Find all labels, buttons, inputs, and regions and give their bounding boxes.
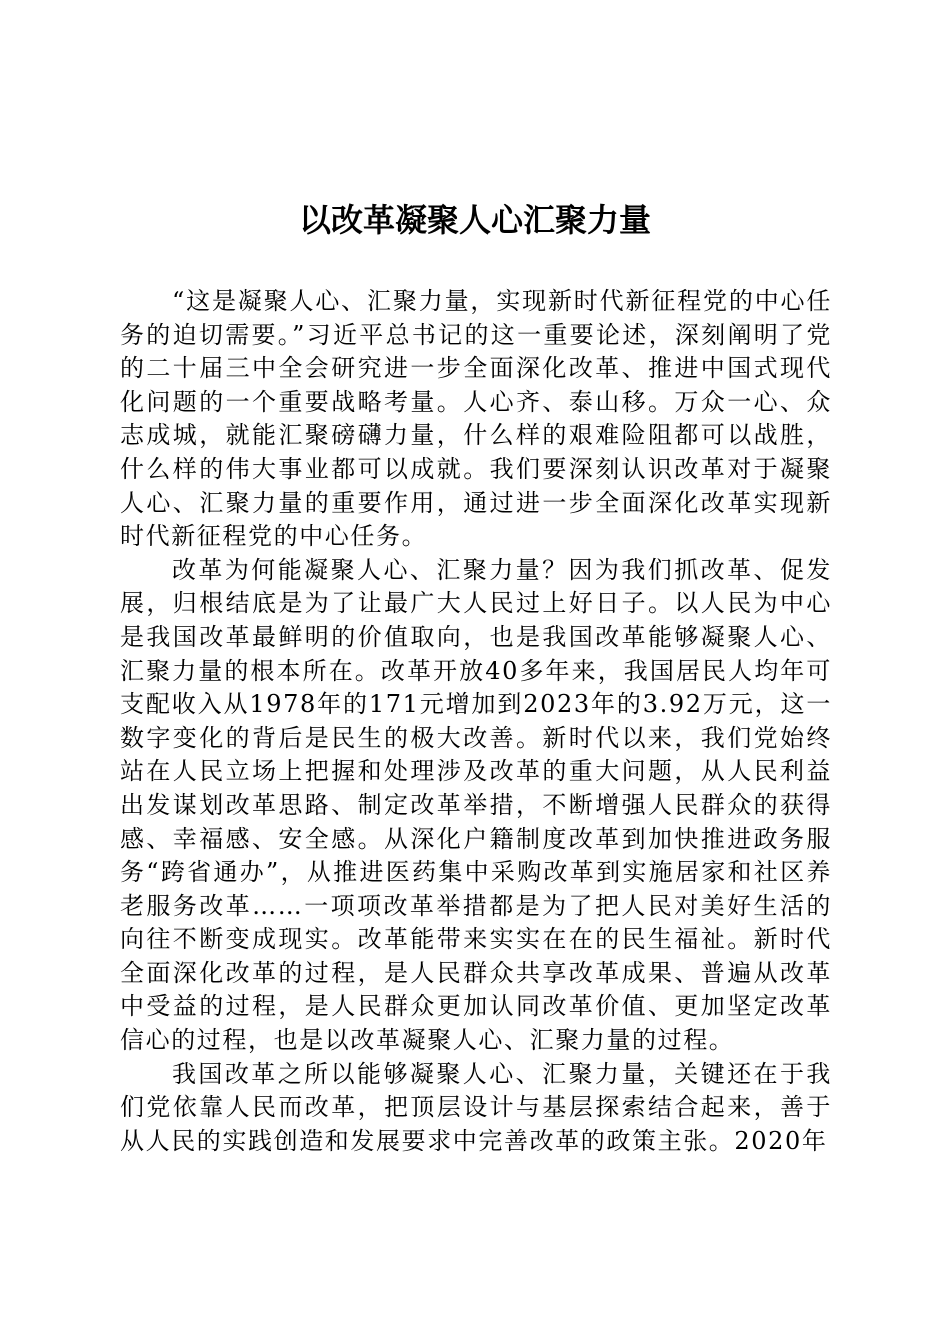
paragraph-1: “这是凝聚人心、汇聚力量，实现新时代新征程党的中心任务的迫切需要。”习近平总书记的这一重要论述，深刻阐明了党的二十届三中全会研究进一步全面深化改革、推进中国式现代化问题的一个重要战略考量。人心齐、泰山移。万众一心、众志成城，就能汇聚磅礴力量，什么样的艰难险阻都可以战胜，什么样的伟大事业都可以成就。我们要深刻认识改革对于凝聚人心、汇聚力量的重要作用，通过进一步全面深化改革实现新时代新征程党的中心任务。 (120, 287, 832, 551)
document-body (120, 285, 832, 1158)
paragraph-2: 改革为何能凝聚人心、汇聚力量？因为我们抓改革、促发展，归根结底是为了让最广大人民过上好日子。以人民为中心是我国改革最鲜明的价值取向，也是我国改革能够凝聚人心、汇聚力量的根本所在。改革开放40多年来，我国居民人均年可支配收入从1978年的171元增加到2023年的3.92万元，这一数字变化的背后是民生的极大改善。新时代以来，我们党始终站在人民立场上把握和处理涉及改革的重大问题，从人民利益出发谋划改革思路、制定改革举措，不断增强人民群众的获得感、幸福感、安全感。从深化户籍制度改革到加快推进政务服务“跨省通办”，从推进医药集中采购改革到实施居家和社区养老服务改革……一项项改革举措都是为了把人民对美好生活的向往不断变成现实。改革能带来实实在在的民生福祉。新时代全面深化改革的过程，是人民群众共享改革成果、普遍从改革中受益的过程，是人民群众更加认同改革价值、更加坚定改革信心的过程，也是以改革凝聚人心、汇聚力量的过程。 (120, 555, 832, 1055)
paragraph-3: 我国改革之所以能够凝聚人心、汇聚力量，关键还在于我们党依靠人民而改革，把顶层设计与基层探索结合起来，善于从人民的实践创造和发展要求中完善改革的政策主张。2020年 (120, 1059, 832, 1155)
document-title: 以改革凝聚人心汇聚力量 (298, 201, 651, 239)
